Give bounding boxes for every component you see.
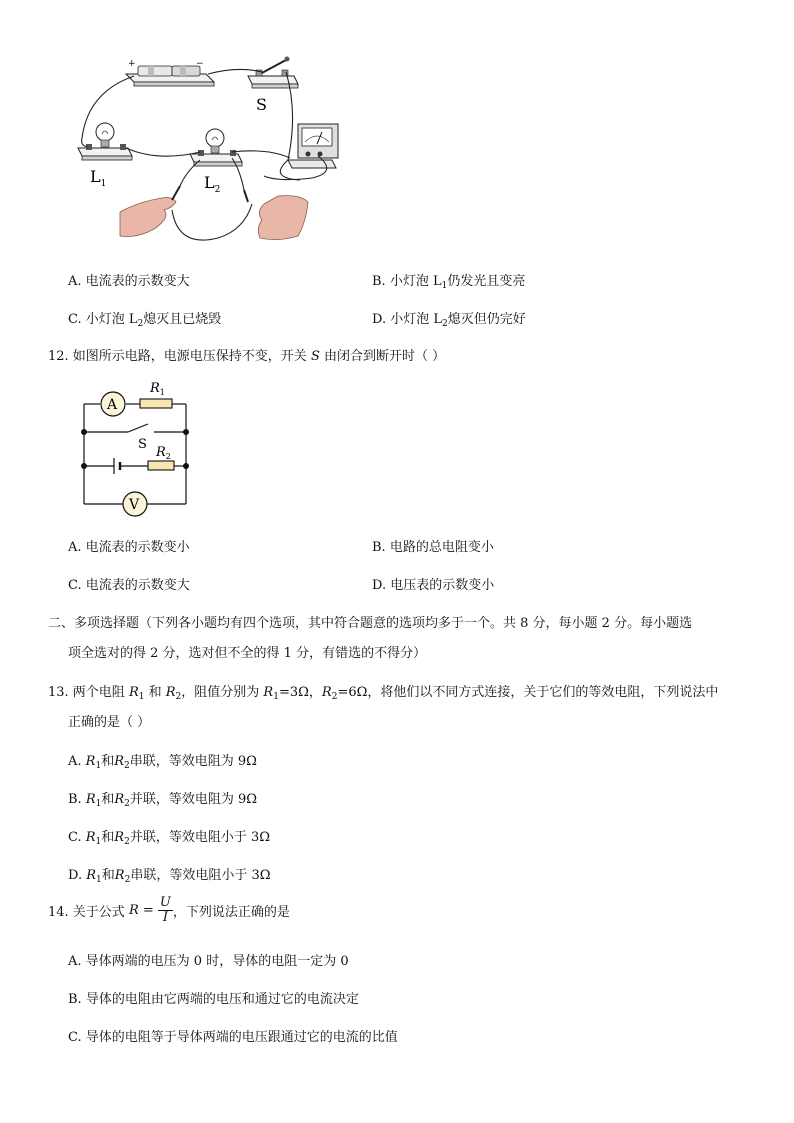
- switch-s-label: S: [138, 437, 147, 452]
- resistor-r1-icon: [140, 399, 172, 408]
- battery-symbol-icon: [114, 458, 120, 474]
- q14-text-1: 14. 关于公式: [48, 905, 129, 920]
- q14-text-2: ，下列说法正确的是: [172, 905, 290, 920]
- bulb-l2-icon: [190, 129, 242, 166]
- q13-option-d-head: D.: [68, 868, 87, 883]
- q13-option-b[interactable]: [68, 788, 257, 809]
- q13-c-r2: R: [114, 830, 125, 845]
- q13-c-r1-sub: 1: [95, 837, 102, 847]
- q13-r1: R: [128, 685, 139, 700]
- q11-option-c-sub: 2: [137, 319, 144, 329]
- q12-stem-suffix: 由闭合到断开时（ ）: [319, 349, 446, 364]
- q12-stem-var: S: [310, 349, 320, 364]
- q13-option-d-tail: 串联，等效电阻小于 3Ω: [130, 868, 271, 883]
- q13-r2-sub: 2: [175, 692, 182, 702]
- voltmeter-label: V: [129, 497, 140, 513]
- hands-with-clips-icon: [120, 158, 308, 240]
- q13-text-3: ，阻值分别为: [181, 685, 264, 700]
- battery-icon: [138, 66, 200, 76]
- q13-r1b-sub: 1: [273, 692, 279, 702]
- q13-stem-line2: 正确的是（ ）: [68, 715, 151, 730]
- q12-stem: [48, 345, 445, 364]
- q13-option-c-tail: 并联，等效电阻小于 3Ω: [129, 830, 271, 845]
- switch-icon: [248, 57, 298, 89]
- q13-text-5: =6Ω，将他们以不同方式连接，关于它们的等效电阻，下列说法中: [337, 685, 719, 700]
- q14-option-c[interactable]: C. 导体的电阻等于导体两端的电压跟通过它的电流的比值: [68, 1030, 398, 1045]
- q13-a-and: 和: [101, 754, 115, 769]
- q11-option-c-suffix: 熄灭且已烧毁: [143, 312, 222, 327]
- q12-option-d[interactable]: D. 电压表的示数变小: [372, 578, 495, 593]
- q13-a-r2: R: [114, 754, 124, 769]
- switch-label-s: S: [256, 95, 267, 114]
- q11-option-a[interactable]: A. 电流表的示数变大: [68, 274, 190, 289]
- q13-option-b-head: B.: [68, 792, 86, 807]
- q12-option-a[interactable]: A. 电流表的示数变小: [68, 540, 190, 555]
- q11-option-c[interactable]: [68, 308, 221, 329]
- q13-option-a-tail: 串联，等效电阻为 9Ω: [129, 754, 257, 769]
- q13-option-c-head: C.: [68, 830, 86, 845]
- q13-b-r2: R: [114, 792, 125, 807]
- q13-d-r1: R: [86, 868, 97, 883]
- q13-a-r1: R: [85, 754, 96, 769]
- q13-d-r2-sub: 2: [124, 875, 131, 885]
- q13-c-r1: R: [85, 830, 96, 845]
- resistor-r2-icon: [148, 461, 174, 470]
- q13-a-r1-sub: 1: [95, 761, 102, 771]
- q13-a-r2-sub: 2: [124, 761, 130, 771]
- q14-formula-numerator: U: [159, 895, 171, 910]
- q13-text-4: =3Ω，: [278, 685, 322, 700]
- q13-r2: R: [165, 685, 176, 700]
- q14-formula-lhs: R: [128, 903, 139, 918]
- q13-r2b-sub: 2: [331, 692, 338, 702]
- q13-c-and: 和: [101, 830, 115, 845]
- q13-c-r2-sub: 2: [124, 837, 130, 847]
- bulb-l2-label: $L_2$: [204, 173, 221, 195]
- q11-option-d-sub: 2: [442, 319, 448, 329]
- q13-text-2: 和: [144, 685, 166, 700]
- bulb-l1-icon: [78, 123, 132, 160]
- r1-label: $R_1$: [150, 381, 165, 397]
- q13-option-c[interactable]: [68, 826, 270, 847]
- q13-stem-line1: [48, 681, 718, 702]
- q13-r1b: R: [263, 685, 274, 700]
- ammeter-label: A: [107, 397, 118, 413]
- q11-option-d-suffix: 熄灭但仍完好: [447, 312, 526, 327]
- q11-option-b-text: B. 小灯泡 L: [372, 274, 442, 289]
- q11-option-d[interactable]: [372, 308, 526, 329]
- q12-option-b[interactable]: B. 电路的总电阻变小: [372, 540, 494, 555]
- q13-b-r1: R: [85, 792, 96, 807]
- q14-formula-fraction: [158, 896, 173, 925]
- r2-label: $R_2$: [156, 445, 171, 461]
- q13-option-a-head: A.: [68, 754, 86, 769]
- ammeter-device-icon: [288, 124, 338, 168]
- section2-heading-line2: 项全选对的得 2 分，选对但不全的得 1 分，有错选的不得分）: [68, 646, 427, 661]
- q14-formula-eq: =: [138, 903, 158, 918]
- q13-text-1: 13. 两个电阻: [48, 685, 129, 700]
- q11-option-b-sub: 1: [441, 281, 448, 291]
- q13-r2b: R: [321, 685, 332, 700]
- q11-option-b[interactable]: [372, 270, 525, 291]
- q13-option-b-tail: 并联，等效电阻为 9Ω: [129, 792, 258, 807]
- q13-b-r2-sub: 2: [124, 799, 130, 809]
- schematic-circuit-figure: [76, 376, 200, 520]
- q13-b-r1-sub: 1: [95, 799, 102, 809]
- q13-d-r2: R: [114, 868, 125, 883]
- q11-option-c-text: C. 小灯泡 L: [68, 312, 138, 327]
- q14-option-a[interactable]: A. 导体两端的电压为 0 时，导体的电阻一定为 0: [68, 954, 349, 969]
- q12-option-c[interactable]: C. 电流表的示数变大: [68, 578, 190, 593]
- q13-option-a[interactable]: [68, 750, 257, 771]
- section2-heading-line1: 二、多项选择题（下列各小题均有四个选项，其中符合题意的选项均多于一个。共 8 分，每小题 2 分。每小题选: [48, 616, 693, 631]
- battery-plus-label: +: [128, 59, 136, 69]
- q11-option-d-text: D. 小灯泡 L: [372, 312, 442, 327]
- bulb-l1-label: $L_1$: [90, 167, 107, 189]
- q14-formula-denominator: I: [162, 910, 168, 925]
- q13-option-d[interactable]: [68, 864, 271, 885]
- q11-option-b-suffix: 仍发光且变亮: [447, 274, 526, 289]
- q13-d-r1-sub: 1: [96, 875, 102, 885]
- q13-d-and: 和: [101, 868, 115, 883]
- q13-r1-sub: 1: [138, 692, 145, 702]
- physical-circuit-figure: [68, 52, 358, 248]
- q12-stem-text: 12. 如图所示电路，电源电压保持不变，开关: [48, 349, 311, 364]
- q13-b-and: 和: [101, 792, 115, 807]
- q14-stem: [48, 896, 290, 925]
- battery-minus-label: −: [196, 59, 204, 69]
- q14-option-b[interactable]: B. 导体的电阻由它两端的电压和通过它的电流决定: [68, 992, 359, 1007]
